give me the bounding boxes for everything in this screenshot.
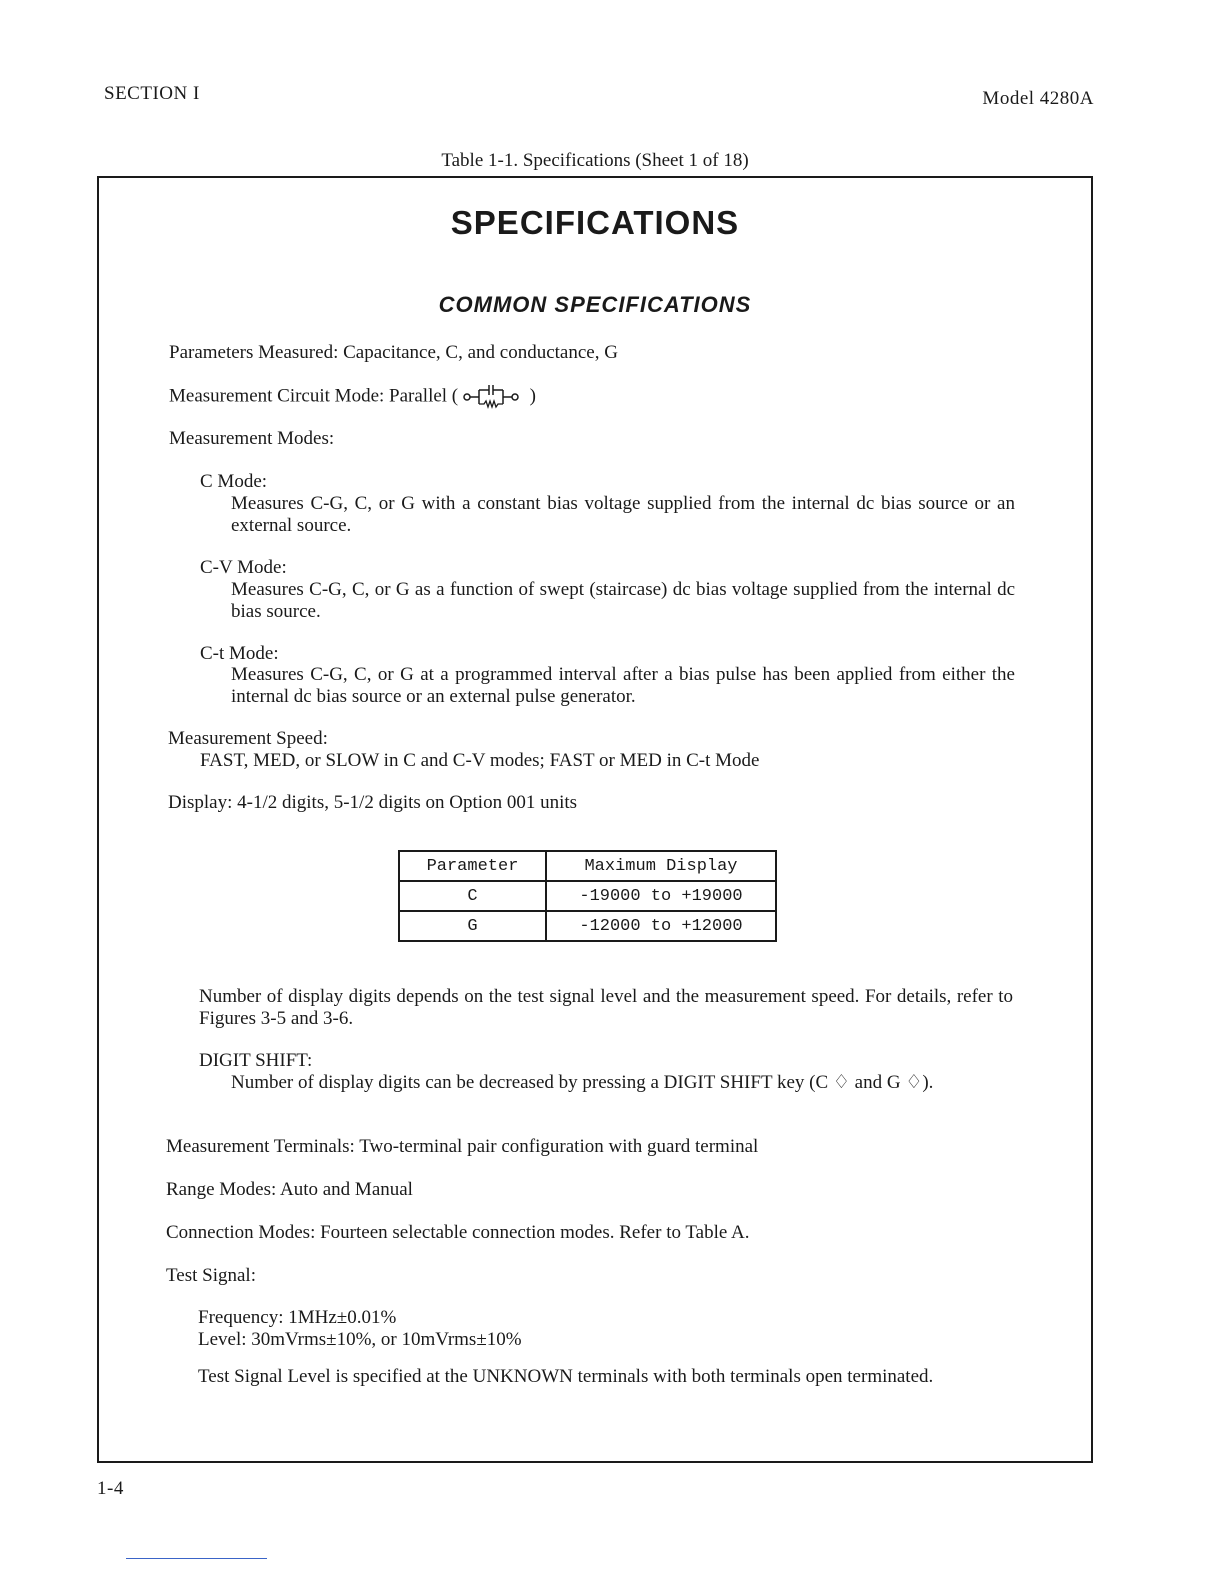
table-header-row xyxy=(399,851,776,881)
digit-shift-text: Number of display digits can be decreased by pressing a DIGIT SHIFT key (C ♢ and G ♢). xyxy=(231,1072,934,1093)
digit-shift-label: DIGIT SHIFT: xyxy=(199,1050,313,1071)
table-cell: C xyxy=(399,881,546,911)
table-caption: Table 1-1. Specifications (Sheet 1 of 18) xyxy=(441,150,749,171)
table-header: Parameter xyxy=(399,851,546,881)
terminals-spec: Measurement Terminals: Two-terminal pair configuration with guard terminal xyxy=(166,1136,759,1157)
display-table xyxy=(398,850,777,942)
display-spec: Display: 4-1/2 digits, 5-1/2 digits on Option 001 units xyxy=(168,792,578,813)
circuit-mode xyxy=(169,384,536,410)
connection-modes-spec: Connection Modes: Fourteen selectable connection modes. Refer to Table A. xyxy=(166,1222,750,1243)
section-label: SECTION I xyxy=(104,83,200,104)
frequency-spec: Frequency: 1MHz±0.01% xyxy=(198,1307,397,1328)
table-header: Maximum Display xyxy=(546,851,776,881)
c-mode-text: Measures C-G, C, or G with a constant bias voltage supplied from the internal dc bias source or an external source. xyxy=(231,493,1015,536)
speed-label: Measurement Speed: xyxy=(168,728,328,749)
page-number: 1-4 xyxy=(97,1478,124,1499)
ct-mode-label: C-t Mode: xyxy=(200,643,279,664)
table-cell: -12000 to +12000 xyxy=(546,911,776,941)
parameters-measured: Parameters Measured: Capacitance, C, and conductance, G xyxy=(169,342,618,363)
footer-rule xyxy=(126,1558,267,1559)
table-row xyxy=(399,911,776,941)
table-cell: G xyxy=(399,911,546,941)
digits-note: Number of display digits depends on the test signal level and the measurement speed. For details, refer to Figures 3-5 and 3-6. xyxy=(199,986,1013,1029)
cv-mode-label: C-V Mode: xyxy=(200,557,287,578)
level-note: Test Signal Level is specified at the UNKNOWN terminals with both terminals open terminated. xyxy=(198,1366,934,1387)
parallel-circuit-icon xyxy=(463,384,525,410)
ct-mode-text: Measures C-G, C, or G at a programmed interval after a bias pulse has been applied from either the internal dc bias source or an external pulse generator. xyxy=(231,664,1015,707)
c-mode-label: C Mode: xyxy=(200,471,268,492)
section-subtitle: COMMON SPECIFICATIONS xyxy=(438,292,752,317)
level-spec: Level: 30mVrms±10%, or 10mVrms±10% xyxy=(198,1329,522,1350)
circuit-mode-label: Measurement Circuit Mode: Parallel ( xyxy=(169,385,459,407)
table-cell: -19000 to +19000 xyxy=(546,881,776,911)
table-row xyxy=(399,881,776,911)
page-title: SPECIFICATIONS xyxy=(450,204,740,241)
range-modes-spec: Range Modes: Auto and Manual xyxy=(166,1179,413,1200)
cv-mode-text: Measures C-G, C, or G as a function of swept (staircase) dc bias voltage supplied from the internal dc bias source. xyxy=(231,579,1015,622)
test-signal-label: Test Signal: xyxy=(166,1265,256,1286)
speed-text: FAST, MED, or SLOW in C and C-V modes; FAST or MED in C-t Mode xyxy=(200,750,760,771)
model-label: Model 4280A xyxy=(982,88,1094,109)
circuit-mode-close: ) xyxy=(529,385,536,407)
measurement-modes-label: Measurement Modes: xyxy=(169,428,335,449)
